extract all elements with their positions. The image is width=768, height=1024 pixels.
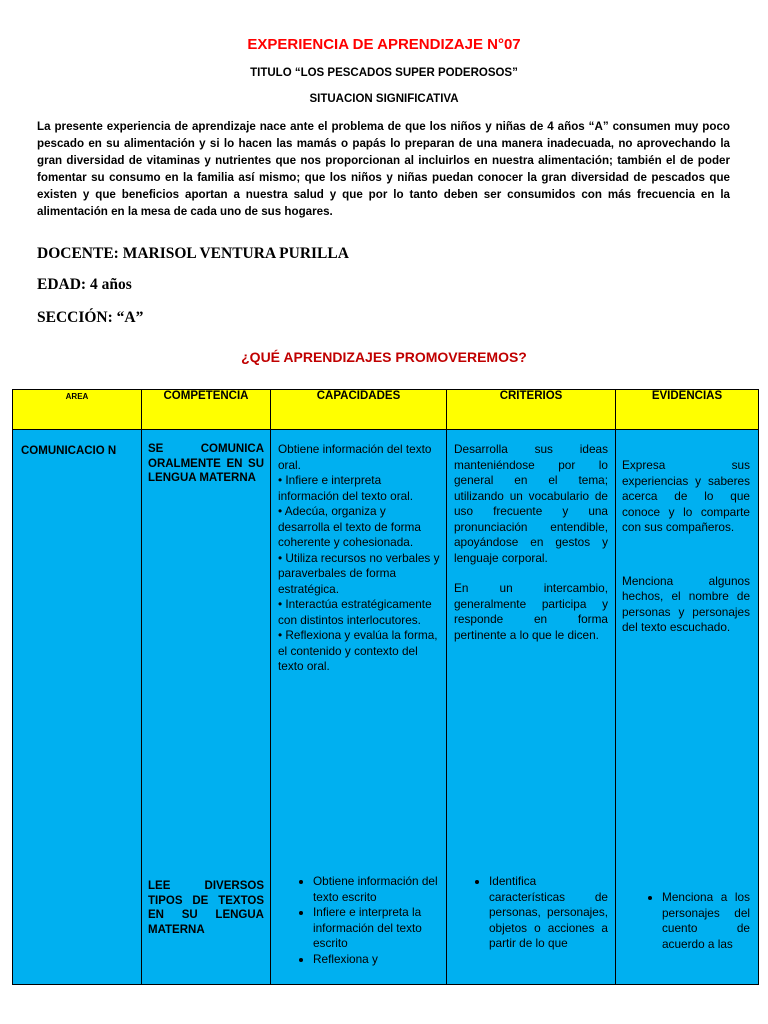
- evidencias-lectura: [616, 890, 750, 952]
- header-criterios: CRITERIOS: [447, 390, 616, 430]
- experience-subtitle: TITULO “LOS PESCADOS SUPER PODEROSOS”: [250, 67, 518, 79]
- criterio-paragraph: En un intercambio, generalmente participa y responde en forma pertinente a lo que le dicen.: [454, 581, 608, 642]
- learning-section-title: ¿QUÉ APRENDIZAJES PROMOVEREMOS?: [241, 349, 527, 365]
- competencia-lectura: LEE DIVERSOS TIPOS DE TEXTOS EN SU LENGUA MATERNA: [148, 880, 264, 936]
- header-competencia: COMPETENCIA: [142, 390, 271, 430]
- learning-table: [12, 389, 759, 985]
- capacidades-cell: [271, 430, 447, 985]
- evidencias-oral: [622, 458, 750, 636]
- area-cell: [13, 430, 142, 985]
- teacher-line: DOCENTE: MARISOL VENTURA PURILLA: [37, 245, 349, 262]
- capacidades-oral-list: [278, 442, 440, 675]
- capacidad-bullet: • Infiere e interpreta la información del texto escrito: [313, 905, 442, 952]
- evidencia-paragraph: Menciona algunos hechos, el nombre de personas y personajes del texto escuchado.: [622, 573, 750, 634]
- area-text: COMUNICACIO N: [21, 445, 117, 457]
- capacidad-item: Obtiene información del texto oral.: [278, 442, 432, 472]
- evidencia-bullet: • Menciona a los personajes del cuento de acuerdo a las: [662, 890, 750, 952]
- criterios-cell: [447, 430, 616, 985]
- section-line: SECCIÓN: “A”: [37, 309, 144, 326]
- criterios-lectura: [447, 874, 608, 952]
- header-capacidades: CAPACIDADES: [271, 390, 447, 430]
- situation-paragraph: La presente experiencia de aprendizaje nace ante el problema de que los niños y niñas de 4 años “A” consumen muy poco pescado en su alimentación y si lo hacen las mamás o papás lo preparan de una manera inadecuada, no aprovechando la gran diversidad de vitaminas y nutrientes que nos proporcionan al incluirlos en nuestra alimentación; también el de poder fomentar su consumo en la familia así mismo; que los niños y niñas puedan conocer la gran diversidad de pescados que existen y que beneficios aportan a nuestra salud y que por lo tanto deben ser consumidos con más frecuencia en la alimentación en la mesa de cada uno de sus hogares.: [37, 120, 730, 218]
- header-area: AREA: [13, 390, 142, 430]
- criterio-paragraph: Desarrolla sus ideas manteniéndose por lo general en el tema; utilizando un vocabulario de uso frecuente y una pronunciación entendible, apoyándose en gestos y lenguaje corporal.: [454, 442, 608, 565]
- header-evidencias: EVIDENCIAS: [616, 390, 759, 430]
- capacidad-item: • Reflexiona y evalúa la forma, el contenido y contexto del texto oral.: [278, 628, 438, 673]
- evidencias-cell: [616, 430, 759, 985]
- criterios-oral: [454, 442, 608, 643]
- capacidad-item: • Interactúa estratégicamente con distintos interlocutores.: [278, 597, 432, 627]
- situation-label: SITUACION SIGNIFICATIVA: [309, 93, 459, 105]
- capacidades-lectura-list: [271, 874, 442, 967]
- competencia-cell: [142, 430, 271, 985]
- document-title: EXPERIENCIA DE APRENDIZAJE N°07: [247, 36, 521, 53]
- capacidad-item: • Adecúa, organiza y desarrolla el texto de forma coherente y cohesionada.: [278, 504, 421, 549]
- capacidad-bullet: • Obtiene información del texto escrito: [313, 874, 442, 905]
- capacidad-bullet: • Reflexiona y: [313, 952, 442, 968]
- criterio-bullet: • Identifica características de personas, personajes, objetos o acciones a partir de lo que: [489, 874, 608, 952]
- capacidad-item: • Utiliza recursos no verbales y paraverbales de forma estratégica.: [278, 550, 440, 596]
- capacidad-item: • Infiere e interpreta información del texto oral.: [278, 473, 414, 503]
- age-line: EDAD: 4 años: [37, 276, 132, 293]
- competencia-oral: SE COMUNICA ORALMENTE EN SU LENGUA MATERNA: [148, 443, 264, 484]
- evidencia-paragraph: Expresa sus experiencias y saberes acerca de lo que conoce y lo comparte con sus compañeros.: [622, 458, 750, 534]
